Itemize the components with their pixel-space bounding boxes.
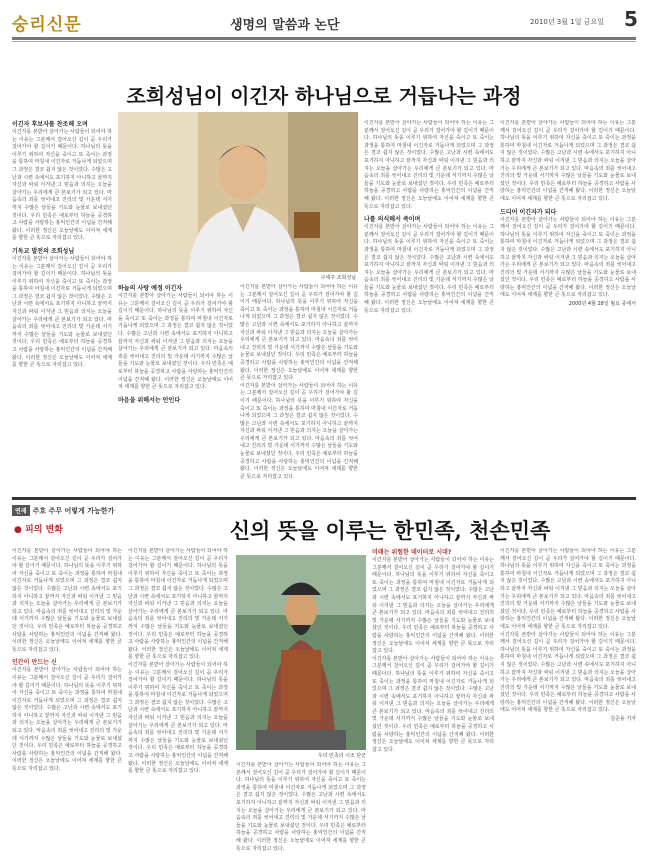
- article1-subhead: 하늘의 사랑 예정 이긴자: [118, 285, 183, 292]
- article1-headline: 조희성님이 이긴자 하나님으로 거듭나는 과정: [126, 84, 522, 108]
- article1-body: 이긴자를 본받아 살아가는 사람들이 되어야 하는 이유는 그분께서 걸어오신 길이 곧 우리가 걸어가야 할 길이기 때문이다. 하나님의 뜻을 이루기 위하여 자신을 죽이고 또 죽이는 과정을 통하여 마침내 이긴자로 거듭나게 되었으며 그 과정은 결코 쉽지 않은 것이었다. 수많은 고난과 시련 속에서도 포기하지 아니하고 끝까지 자신과 싸워 이겨낸 그 믿음과 의지는 오늘을 살아가는 우리에게 큰 본보기가 되고 있다. 마음속의 죄를 씻어내고 진리의 빛 가운데 서기까지 수많은 날들을 기도와 눈물로 보내셨던 것이다. 우리 민족은 예로부터 하늘을 공경하고 사람을 사랑하는 홍익인간의 이념을 간직해 왔다. 이러한 정신은 오늘날에도 이어져 세계를 향한 큰 뜻으로 자리잡고 있다.: [12, 129, 112, 242]
- article2-body: 이긴자를 본받아 살아가는 사람들이 되어야 하는 이유는 그분께서 걸어오신 길이 곧 우리가 걸어가야 할 길이기 때문이다. 하나님의 뜻을 이루기 위하여 자신을 죽이고 또 죽이는 과정을 통하여 마침내 이긴자로 거듭나게 되었으며 그 과정은 결코 쉽지 않은 것이었다. 수많은 고난과 시련 속에서도 포기하지 아니하고 끝까지 자신과 싸워 이겨낸 그 믿음과 의지는 오늘을 살아가는 우리에게 큰 본보기가 되고 있다. 마음속의 죄를 씻어내고 진리의 빛 가운데 서기까지 수많은 날들을 기도와 눈물로 보내셨던 것이다. 우리 민족은 예로부터 하늘을 공경하고 사람을 사랑하는 홍익인간의 이념을 간직해 왔다. 이러한 정신은 오늘날에도 이어져 세계를 향한 큰 뜻으로 자리잡고 있다.: [128, 548, 228, 661]
- article2-body: 이긴자를 본받아 살아가는 사람들이 되어야 하는 이유는 그분께서 걸어오신 길이 곧 우리가 걸어가야 할 길이기 때문이다. 하나님의 뜻을 이루기 위하여 자신을 죽이고 또 죽이는 과정을 통하여 마침내 이긴자로 거듭나게 되었으며 그 과정은 결코 쉽지 않은 것이었다. 수많은 고난과 시련 속에서도 포기하지 아니하고 끝까지 자신과 싸워 이겨낸 그 믿음과 의지는 오늘을 살아가는 우리에게 큰 본보기가 되고 있다. 마음속의 죄를 씻어내고 진리의 빛 가운데 서기까지 수많은 날들을 기도와 눈물로 보내셨던 것이다. 우리 민족은 예로부터 하늘을 공경하고 사람을 사랑하는 홍익인간의 이념을 간직해 왔다. 이러한 정신은 오늘날에도 이어져 세계를 향한 큰 뜻으로 자리잡고 있다.: [372, 557, 494, 655]
- article2-col-3: [236, 762, 366, 862]
- article1-col-3: [240, 284, 358, 490]
- article2-subhead: 미래는 위험한 데이터로 시대?: [372, 549, 452, 556]
- article2-body: 이긴자를 본받아 살아가는 사람들이 되어야 하는 이유는 그분께서 걸어오신 길이 곧 우리가 걸어가야 할 길이기 때문이다. 하나님의 뜻을 이루기 위하여 자신을 죽이고 또 죽이는 과정을 통하여 마침내 이긴자로 거듭나게 되었으며 그 과정은 결코 쉽지 않은 것이었다. 수많은 고난과 시련 속에서도 포기하지 아니하고 끝까지 자신과 싸워 이겨낸 그 믿음과 의지는 오늘을 살아가는 우리에게 큰 본보기가 되고 있다. 마음속의 죄를 씻어내고 진리의 빛 가운데 서기까지 수많은 날들을 기도와 눈물로 보내셨던 것이다. 우리 민족은 예로부터 하늘을 공경하고 사람을 사랑하는 홍익인간의 이념을 간직해 왔다. 이러한 정신은 오늘날에도 이어져 세계를 향한 큰 뜻으로 자리잡고 있다.: [372, 655, 494, 753]
- article2-col-2: [128, 548, 228, 862]
- article1-body: 이긴자를 본받아 살아가는 사람들이 되어야 하는 이유는 그분께서 걸어오신 길이 곧 우리가 걸어가야 할 길이기 때문이다. 하나님의 뜻을 이루기 위하여 자신을 죽이고 또 죽이는 과정을 통하여 마침내 이긴자로 거듭나게 되었으며 그 과정은 결코 쉽지 않은 것이었다. 수많은 고난과 시련 속에서도 포기하지 아니하고 끝까지 자신과 싸워 이겨낸 그 믿음과 의지는 오늘을 살아가는 우리에게 큰 본보기가 되고 있다. 마음속의 죄를 씻어내고 진리의 빛 가운데 서기까지 수많은 날들을 기도와 눈물로 보내셨던 것이다. 우리 민족은 예로부터 하늘을 공경하고 사람을 사랑하는 홍익인간의 이념을 간직해 왔다. 이러한 정신은 오늘날에도 이어져 세계를 향한 큰 뜻으로 자리잡고 있다.: [364, 120, 494, 210]
- article2-byline: 김준용 기자: [610, 716, 636, 723]
- article1-subhead: 이긴자 후보자를 찬조해 오며: [12, 121, 88, 128]
- header-rule-thin: [12, 41, 636, 42]
- article2-photo-caption: 우리 민족의 시조 단군: [317, 753, 366, 759]
- section-title: 생명의 말씀과 논단: [230, 18, 340, 33]
- article2-body: 이긴자를 본받아 살아가는 사람들이 되어야 하는 이유는 그분께서 걸어오신 길이 곧 우리가 걸어가야 할 길이기 때문이다. 하나님의 뜻을 이루기 위하여 자신을 죽이고 또 죽이는 과정을 통하여 마침내 이긴자로 거듭나게 되었으며 그 과정은 결코 쉽지 않은 것이었다. 수많은 고난과 시련 속에서도 포기하지 아니하고 끝까지 자신과 싸워 이겨낸 그 믿음과 의지는 오늘을 살아가는 우리에게 큰 본보기가 되고 있다. 마음속의 죄를 씻어내고 진리의 빛 가운데 서기까지 수많은 날들을 기도와 눈물로 보내셨던 것이다. 우리 민족은 예로부터 하늘을 공경하고 사람을 사랑하는 홍익인간의 이념을 간직해 왔다. 이러한 정신은 오늘날에도 이어져 세계를 향한 큰 뜻으로 자리잡고 있다.: [236, 762, 366, 852]
- article1-body: 이긴자를 본받아 살아가는 사람들이 되어야 하는 이유는 그분께서 걸어오신 길이 곧 우리가 걸어가야 할 길이기 때문이다. 하나님의 뜻을 이루기 위하여 자신을 죽이고 또 죽이는 과정을 통하여 마침내 이긴자로 거듭나게 되었으며 그 과정은 결코 쉽지 않은 것이었다. 수많은 고난과 시련 속에서도 포기하지 아니하고 끝까지 자신과 싸워 이겨낸 그 믿음과 의지는 오늘을 살아가는 우리에게 큰 본보기가 되고 있다. 마음속의 죄를 씻어내고 진리의 빛 가운데 서기까지 수많은 날들을 기도와 눈물로 보내셨던 것이다. 우리 민족은 예로부터 하늘을 공경하고 사람을 사랑하는 홍익인간의 이념을 간직해 왔다. 이러한 정신은 오늘날에도 이어져 세계를 향한 큰 뜻으로 자리잡고 있다.: [240, 382, 358, 480]
- article1-subhead: 마음을 위해서는 안인다: [118, 396, 181, 404]
- article2-headline: 신의 뜻을 이루는 한민족, 천손민족: [229, 518, 551, 543]
- article2-body: 이긴자를 본받아 살아가는 사람들이 되어야 하는 이유는 그분께서 걸어오신 길이 곧 우리가 걸어가야 할 길이기 때문이다. 하나님의 뜻을 이루기 위하여 자신을 죽이고 또 죽이는 과정을 통하여 마침내 이긴자로 거듭나게 되었으며 그 과정은 결코 쉽지 않은 것이었다. 수많은 고난과 시련 속에서도 포기하지 아니하고 끝까지 자신과 싸워 이겨낸 그 믿음과 의지는 오늘을 살아가는 우리에게 큰 본보기가 되고 있다. 마음속의 죄를 씻어내고 진리의 빛 가운데 서기까지 수많은 날들을 기도와 눈물로 보내셨던 것이다. 우리 민족은 예로부터 하늘을 공경하고 사람을 사랑하는 홍익인간의 이념을 간직해 왔다. 이러한 정신은 오늘날에도 이어져 세계를 향한 큰 뜻으로 자리잡고 있다.: [128, 661, 228, 775]
- statue-illustration: [236, 555, 366, 750]
- article2-col-4: [372, 548, 494, 862]
- article1-body: 이긴자를 본받아 살아가는 사람들이 되어야 하는 이유는 그분께서 걸어오신 길이 곧 우리가 걸어가야 할 길이기 때문이다. 하나님의 뜻을 이루기 위하여 자신을 죽이고 또 죽이는 과정을 통하여 마침내 이긴자로 거듭나게 되었으며 그 과정은 결코 쉽지 않은 것이었다. 수많은 고난과 시련 속에서도 포기하지 아니하고 끝까지 자신과 싸워 이겨낸 그 믿음과 의지는 오늘을 살아가는 우리에게 큰 본보기가 되고 있다. 마음속의 죄를 씻어내고 진리의 빛 가운데 서기까지 수많은 날들을 기도와 눈물로 보내셨던 것이다. 우리 민족은 예로부터 하늘을 공경하고 사람을 사랑하는 홍익인간의 이념을 간직해 왔다. 이러한 정신은 오늘날에도 이어져 세계를 향한 큰 뜻으로 자리잡고 있다.: [240, 284, 358, 382]
- article1-col-1: [12, 120, 112, 490]
- portrait-illustration: [118, 112, 358, 272]
- series-label: [12, 505, 114, 516]
- article2-photo: [236, 555, 366, 750]
- article2-kicker: [14, 522, 63, 535]
- bullet-icon: ●: [14, 525, 22, 535]
- article1-col-2: [118, 284, 233, 490]
- article1-byline: 2000년 4월 28일 월요 중에서: [568, 301, 636, 308]
- article1-col-4: [364, 120, 494, 490]
- article1-col-5: [500, 120, 636, 490]
- issue-date: 2010년 3월 1일 금요일: [530, 18, 604, 26]
- article1-subhead: 기독교 발전의 조희성님: [12, 247, 75, 255]
- article1-body: 이긴자를 본받아 살아가는 사람들이 되어야 하는 이유는 그분께서 걸어오신 길이 곧 우리가 걸어가야 할 길이기 때문이다. 하나님의 뜻을 이루기 위하여 자신을 죽이고 또 죽이는 과정을 통하여 마침내 이긴자로 거듭나게 되었으며 그 과정은 결코 쉽지 않은 것이었다. 수많은 고난과 시련 속에서도 포기하지 아니하고 끝까지 자신과 싸워 이겨낸 그 믿음과 의지는 오늘을 살아가는 우리에게 큰 본보기가 되고 있다. 마음속의 죄를 씻어내고 진리의 빛 가운데 서기까지 수많은 날들을 기도와 눈물로 보내셨던 것이다. 우리 민족은 예로부터 하늘을 공경하고 사람을 사랑하는 홍익인간의 이념을 간직해 왔다. 이러한 정신은 오늘날에도 이어져 세계를 향한 큰 뜻으로 자리잡고 있다.: [500, 216, 636, 299]
- article2-subhead: 인간이 만드는 신: [12, 659, 57, 667]
- article1-body: 이긴자를 본받아 살아가는 사람들이 되어야 하는 이유는 그분께서 걸어오신 길이 곧 우리가 걸어가야 할 길이기 때문이다. 하나님의 뜻을 이루기 위하여 자신을 죽이고 또 죽이는 과정을 통하여 마침내 이긴자로 거듭나게 되었으며 그 과정은 결코 쉽지 않은 것이었다. 수많은 고난과 시련 속에서도 포기하지 아니하고 끝까지 자신과 싸워 이겨낸 그 믿음과 의지는 오늘을 살아가는 우리에게 큰 본보기가 되고 있다. 마음속의 죄를 씻어내고 진리의 빛 가운데 서기까지 수많은 날들을 기도와 눈물로 보내셨던 것이다. 우리 민족은 예로부터 하늘을 공경하고 사람을 사랑하는 홍익인간의 이념을 간직해 왔다. 이러한 정신은 오늘날에도 이어져 세계를 향한 큰 뜻으로 자리잡고 있다.: [118, 293, 233, 391]
- article1-photo-caption: 구세주 조희성님: [320, 275, 356, 281]
- header-rule: [12, 37, 636, 40]
- page-number: 5: [624, 7, 638, 31]
- article1-body: 이긴자를 본받아 살아가는 사람들이 되어야 하는 이유는 그분께서 걸어오신 길이 곧 우리가 걸어가야 할 길이기 때문이다. 하나님의 뜻을 이루기 위하여 자신을 죽이고 또 죽이는 과정을 통하여 마침내 이긴자로 거듭나게 되었으며 그 과정은 결코 쉽지 않은 것이었다. 수많은 고난과 시련 속에서도 포기하지 아니하고 끝까지 자신과 싸워 이겨낸 그 믿음과 의지는 오늘을 살아가는 우리에게 큰 본보기가 되고 있다. 마음속의 죄를 씻어내고 진리의 빛 가운데 서기까지 수많은 날들을 기도와 눈물로 보내셨던 것이다. 우리 민족은 예로부터 하늘을 공경하고 사람을 사랑하는 홍익인간의 이념을 간직해 왔다. 이러한 정신은 오늘날에도 이어져 세계를 향한 큰 뜻으로 자리잡고 있다.: [500, 120, 636, 202]
- series-tag: 연재: [12, 505, 30, 516]
- series-title: 주호 주무 어렇게 가능한가: [32, 507, 115, 515]
- article1-body: 이긴자를 본받아 살아가는 사람들이 되어야 하는 이유는 그분께서 걸어오신 길이 곧 우리가 걸어가야 할 길이기 때문이다. 하나님의 뜻을 이루기 위하여 자신을 죽이고 또 죽이는 과정을 통하여 마침내 이긴자로 거듭나게 되었으며 그 과정은 결코 쉽지 않은 것이었다. 수많은 고난과 시련 속에서도 포기하지 아니하고 끝까지 자신과 싸워 이겨낸 그 믿음과 의지는 오늘을 살아가는 우리에게 큰 본보기가 되고 있다. 마음속의 죄를 씻어내고 진리의 빛 가운데 서기까지 수많은 날들을 기도와 눈물로 보내셨던 것이다. 우리 민족은 예로부터 하늘을 공경하고 사람을 사랑하는 홍익인간의 이념을 간직해 왔다. 이러한 정신은 오늘날에도 이어져 세계를 향한 큰 뜻으로 자리잡고 있다.: [12, 255, 112, 369]
- article1-subhead: 드디어 이긴자가 되다: [500, 208, 557, 216]
- newspaper-logo: 숭리신문: [12, 15, 82, 35]
- article2-body: 이긴자를 본받아 살아가는 사람들이 되어야 하는 이유는 그분께서 걸어오신 길이 곧 우리가 걸어가야 할 길이기 때문이다. 하나님의 뜻을 이루기 위하여 자신을 죽이고 또 죽이는 과정을 통하여 마침내 이긴자로 거듭나게 되었으며 그 과정은 결코 쉽지 않은 것이었다. 수많은 고난과 시련 속에서도 포기하지 아니하고 끝까지 자신과 싸워 이겨낸 그 믿음과 의지는 오늘을 살아가는 우리에게 큰 본보기가 되고 있다. 마음속의 죄를 씻어내고 진리의 빛 가운데 서기까지 수많은 날들을 기도와 눈물로 보내셨던 것이다. 우리 민족은 예로부터 하늘을 공경하고 사람을 사랑하는 홍익인간의 이념을 간직해 왔다. 이러한 정신은 오늘날에도 이어져 세계를 향한 큰 뜻으로 자리잡고 있다.: [12, 667, 122, 773]
- article2-col-5: [500, 548, 636, 862]
- article1-photo: [118, 112, 358, 272]
- article2-kicker-text: 피의 변화: [25, 525, 63, 535]
- article2-body: 이긴자를 본받아 살아가는 사람들이 되어야 하는 이유는 그분께서 걸어오신 길이 곧 우리가 걸어가야 할 길이기 때문이다. 하나님의 뜻을 이루기 위하여 자신을 죽이고 또 죽이는 과정을 통하여 마침내 이긴자로 거듭나게 되었으며 그 과정은 결코 쉽지 않은 것이었다. 수많은 고난과 시련 속에서도 포기하지 아니하고 끝까지 자신과 싸워 이겨낸 그 믿음과 의지는 오늘을 살아가는 우리에게 큰 본보기가 되고 있다. 마음속의 죄를 씻어내고 진리의 빛 가운데 서기까지 수많은 날들을 기도와 눈물로 보내셨던 것이다. 우리 민족은 예로부터 하늘을 공경하고 사람을 사랑하는 홍익인간의 이념을 간직해 왔다. 이러한 정신은 오늘날에도 이어져 세계를 향한 큰 뜻으로 자리잡고 있다.: [500, 631, 636, 714]
- article1-subhead: 나를 의식해서 죽이며: [364, 216, 421, 224]
- article2-body: 이긴자를 본받아 살아가는 사람들이 되어야 하는 이유는 그분께서 걸어오신 길이 곧 우리가 걸어가야 할 길이기 때문이다. 하나님의 뜻을 이루기 위하여 자신을 죽이고 또 죽이는 과정을 통하여 마침내 이긴자로 거듭나게 되었으며 그 과정은 결코 쉽지 않은 것이었다. 수많은 고난과 시련 속에서도 포기하지 아니하고 끝까지 자신과 싸워 이겨낸 그 믿음과 의지는 오늘을 살아가는 우리에게 큰 본보기가 되고 있다. 마음속의 죄를 씻어내고 진리의 빛 가운데 서기까지 수많은 날들을 기도와 눈물로 보내셨던 것이다. 우리 민족은 예로부터 하늘을 공경하고 사람을 사랑하는 홍익인간의 이념을 간직해 왔다. 이러한 정신은 오늘날에도 이어져 세계를 향한 큰 뜻으로 자리잡고 있다.: [500, 548, 636, 630]
- article1-body: 이긴자를 본받아 살아가는 사람들이 되어야 하는 이유는 그분께서 걸어오신 길이 곧 우리가 걸어가야 할 길이기 때문이다. 하나님의 뜻을 이루기 위하여 자신을 죽이고 또 죽이는 과정을 통하여 마침내 이긴자로 거듭나게 되었으며 그 과정은 결코 쉽지 않은 것이었다. 수많은 고난과 시련 속에서도 포기하지 아니하고 끝까지 자신과 싸워 이겨낸 그 믿음과 의지는 오늘을 살아가는 우리에게 큰 본보기가 되고 있다. 마음속의 죄를 씻어내고 진리의 빛 가운데 서기까지 수많은 날들을 기도와 눈물로 보내셨던 것이다. 우리 민족은 예로부터 하늘을 공경하고 사람을 사랑하는 홍익인간의 이념을 간직해 왔다. 이러한 정신은 오늘날에도 이어져 세계를 향한 큰 뜻으로 자리잡고 있다.: [364, 224, 494, 314]
- article2-col-1: [12, 548, 122, 862]
- article2-body: 이긴자를 본받아 살아가는 사람들이 되어야 하는 이유는 그분께서 걸어오신 길이 곧 우리가 걸어가야 할 길이기 때문이다. 하나님의 뜻을 이루기 위하여 자신을 죽이고 또 죽이는 과정을 통하여 마침내 이긴자로 거듭나게 되었으며 그 과정은 결코 쉽지 않은 것이었다. 수많은 고난과 시련 속에서도 포기하지 아니하고 끝까지 자신과 싸워 이겨낸 그 믿음과 의지는 오늘을 살아가는 우리에게 큰 본보기가 되고 있다. 마음속의 죄를 씻어내고 진리의 빛 가운데 서기까지 수많은 날들을 기도와 눈물로 보내셨던 것이다. 우리 민족은 예로부터 하늘을 공경하고 사람을 사랑하는 홍익인간의 이념을 간직해 왔다. 이러한 정신은 오늘날에도 이어져 세계를 향한 큰 뜻으로 자리잡고 있다.: [12, 548, 122, 653]
- section-divider: [12, 497, 636, 500]
- page-header: [0, 0, 648, 52]
